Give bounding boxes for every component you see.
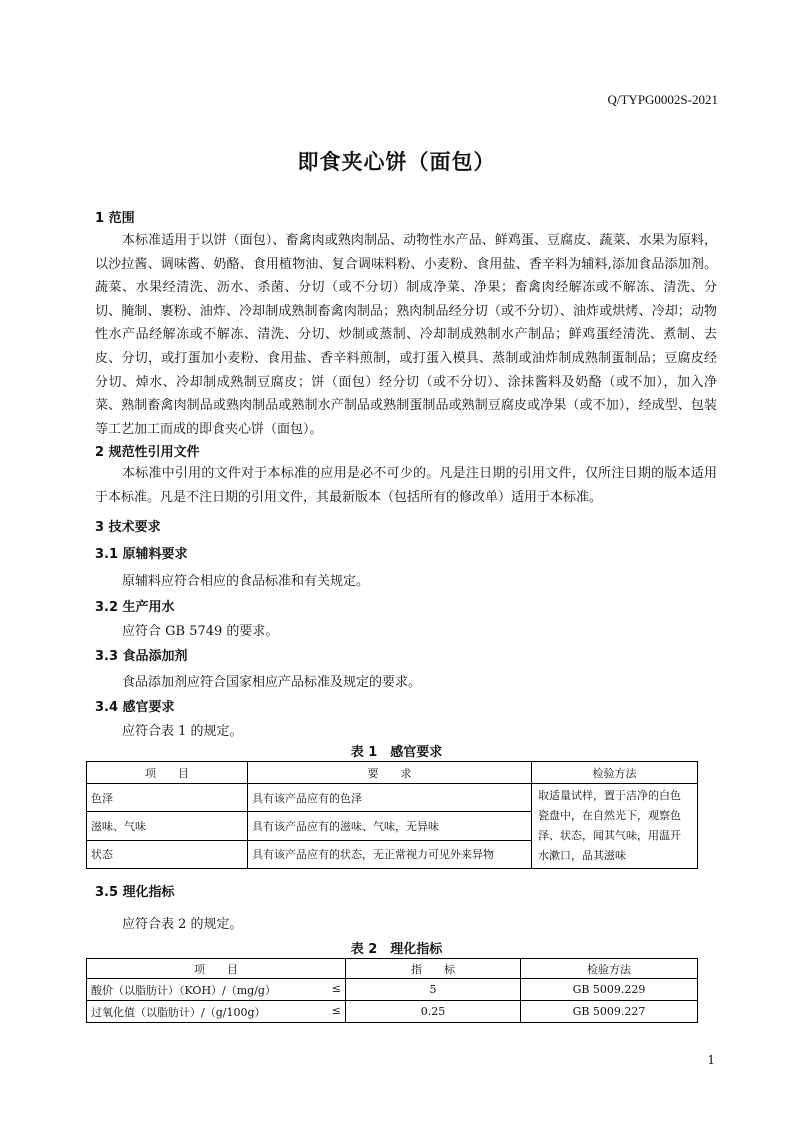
section-3-5-heading: 3.5 理化指标 [95,885,175,900]
table-2-header-method: 检验方法 [521,959,698,979]
table-2-item: 酸价（以脂肪计）（KOH）/（mg/g） [91,983,276,997]
table-2-value: 0.25 [346,1001,521,1023]
table-2-comparator: ≤ [331,981,341,995]
section-3-heading: 3 技术要求 [95,520,161,535]
table-1-requirement: 具有该产品应有的滋味、气味，无异味 [248,812,532,840]
section-3-3-heading: 3.3 食品添加剂 [95,649,188,664]
table-2-item: 过氧化值（以脂肪计）/（g/100g） [91,1005,266,1019]
table-1-header-method: 检验方法 [532,762,698,784]
document-code: Q/TYPG0002S-2021 [607,92,718,107]
table-1-item: 状态 [87,840,248,868]
section-2-body: 本标准中引用的文件对于本标准的应用是必不可少的。凡是注日期的引用文件，仅所注日期的版本适用于本标准。凡是不注日期的引用文件，其最新版本（包括所有的修改单）适用于本标准。 [95,466,717,505]
table-row [87,1001,698,1023]
section-3-1-heading: 3.1 原辅料要求 [95,547,188,562]
section-3-4-body: 应符合表 1 的规定。 [122,724,243,739]
section-2-heading: 2 规范性引用文件 [95,445,200,460]
section-3-3-body: 食品添加剂应符合国家相应产品标准及规定的要求。 [122,675,422,690]
table-1-item: 色泽 [87,784,248,812]
table-2-header-item: 项 目 [87,959,346,979]
section-3-5-body: 应符合表 2 的规定。 [122,917,243,932]
table-1-method: 取适量试样，置于洁净的白色瓷盘中，在自然光下，观察色泽、状态，闻其气味，用温开水漱口，品其滋味 [532,784,698,869]
section-1-heading: 1 范围 [95,211,135,226]
table-1-caption: 表 1 感官要求 [350,745,443,760]
page-title: 即食夹心饼（面包） [297,150,496,174]
table-1-requirement: 具有该产品应有的状态，无正常视力可见外来异物 [248,840,532,868]
table-2-comparator: ≤ [331,1003,341,1017]
table-2 [86,958,698,1023]
page-number: 1 [707,1053,715,1067]
table-2-value: 5 [346,979,521,1001]
table-1-item: 滋味、气味 [87,812,248,840]
table-1 [86,761,698,869]
table-row [87,979,698,1001]
section-3-1-body: 原辅料应符合相应的食品标准和有关规定。 [122,574,370,589]
table-2-caption: 表 2 理化指标 [350,942,443,957]
table-2-method: GB 5009.227 [521,1001,698,1023]
section-3-2-body: 应符合 GB 5749 的要求。 [122,624,279,639]
table-1-header-requirement: 要 求 [248,762,532,784]
section-3-2-heading: 3.2 生产用水 [95,600,175,615]
table-2-method: GB 5009.229 [521,979,698,1001]
table-2-header-value: 指 标 [346,959,521,979]
section-1-body: 本标准适用于以饼（面包）、畜禽肉或熟肉制品、动物性水产品、鲜鸡蛋、豆腐皮、蔬菜、水果为原料，以沙拉酱、调味酱、奶酪、食用植物油、复合调味料粉、小麦粉、食用盐、香辛料为辅料,添加食品添加剂。蔬菜、水果经清洗、沥水、杀菌、分切（或不分切）制成净菜、净果；畜禽肉经解冻或不解冻、清洗、分切、腌制、裹粉、油炸、冷却制成熟制畜禽肉制品；熟肉制品经分切（或不分切）、油炸或烘烤、冷却；动物性水产品经解冻或不解冻、清洗、分切、炒制或蒸制、冷却制成熟制水产制品；鲜鸡蛋经清洗、煮制、去皮、分切，或打蛋加小麦粉、食用盐、香辛料煎制，或打蛋入模具、蒸制或油炸制成熟制蛋制品；豆腐皮经分切、焯水、冷却制成熟制豆腐皮；饼（面包）经分切（或不分切）、涂抹酱料及奶酪（或不加），加入净菜、熟制畜禽肉制品或熟肉制品或熟制水产制品或熟制蛋制品或熟制豆腐皮或净果（或不加），经成型、包装等工艺加工而成的即食夹心饼（面包）。 [95,233,717,437]
table-1-requirement: 具有该产品应有的色泽 [248,784,532,812]
table-1-header-item: 项 目 [87,762,248,784]
section-3-4-heading: 3.4 感官要求 [95,700,175,715]
table-row [87,784,698,812]
